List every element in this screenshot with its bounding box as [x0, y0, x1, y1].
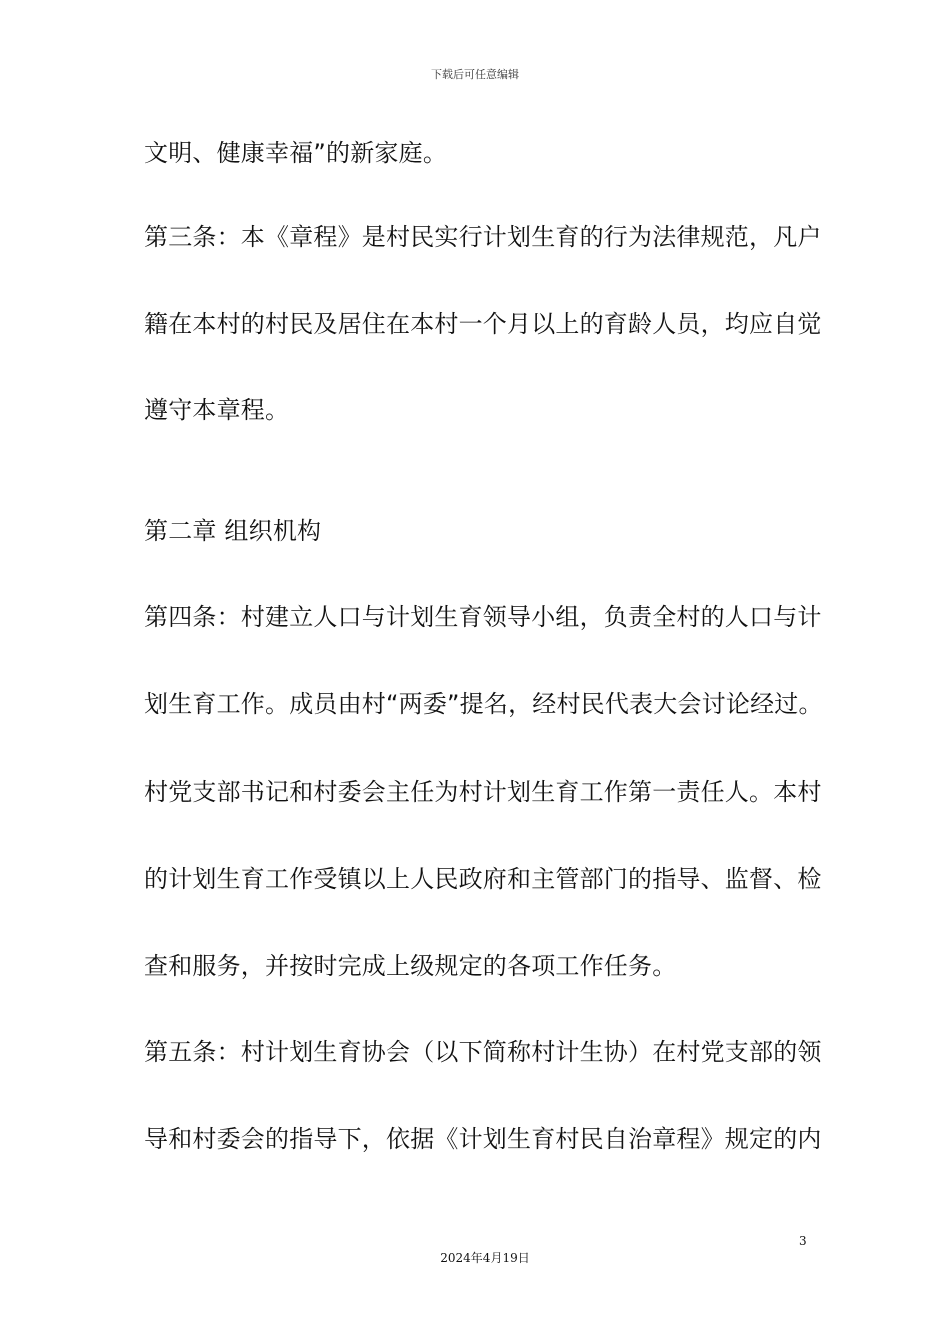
chapter-heading: 第二章 组织机构 [144, 517, 322, 545]
article-3-line-1: 第三条：本《章程》是村民实行计划生育的行为法律规范，凡户 [144, 223, 822, 251]
article-5-line-1: 第五条：村计划生育协会（以下简称村计生协）在村党支部的领 [144, 1038, 822, 1066]
article-4-line-1: 第四条：村建立人口与计划生育领导小组，负责全村的人口与计 [144, 603, 822, 631]
article-4-line-4: 的计划生育工作受镇以上人民政府和主管部门的指导、监督、检 [144, 865, 822, 893]
article-3-line-2: 籍在本村的村民及居住在本村一个月以上的育龄人员，均应自觉 [144, 310, 822, 338]
article-5-line-2: 导和村委会的指导下，依据《计划生育村民自治章程》规定的内 [144, 1125, 822, 1153]
article-3-line-3: 遵守本章程。 [144, 396, 290, 424]
page-number: 3 [799, 1234, 807, 1248]
footer-date: 2024年4月19日 [440, 1251, 530, 1265]
body-line-1: 文明、健康幸福”的新家庭。 [144, 139, 448, 167]
page-header: 下载后可任意编辑 [431, 68, 519, 81]
article-4-line-3: 村党支部书记和村委会主任为村计划生育工作第一责任人。本村 [144, 778, 822, 806]
article-4-line-5: 查和服务，并按时完成上级规定的各项工作任务。 [144, 952, 677, 980]
article-4-line-2: 划生育工作。成员由村“两委”提名，经村民代表大会讨论经过。 [144, 690, 823, 718]
